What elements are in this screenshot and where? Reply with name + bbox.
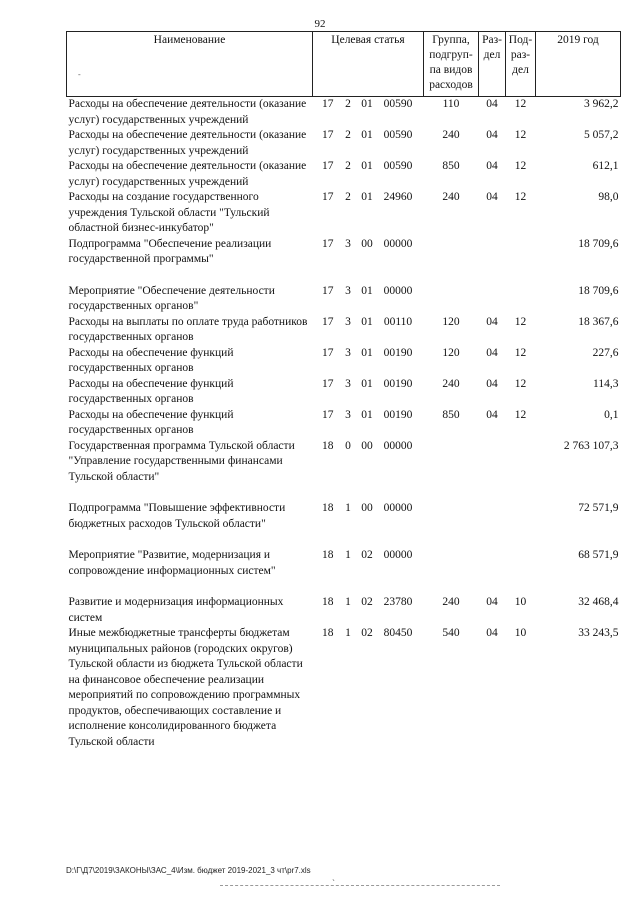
target-code-part: 24960 [383, 191, 413, 203]
row-section [479, 501, 506, 548]
row-section: 04 [486, 377, 498, 390]
row-target [313, 284, 424, 315]
row-amount: 227,6 [592, 346, 619, 359]
target-code-part: 18 [322, 502, 334, 514]
target-code-part: 01 [361, 315, 373, 328]
target-code-part: 2 [345, 129, 351, 141]
table-row [67, 626, 621, 750]
table-row [67, 97, 621, 129]
target-code-part: 01 [361, 408, 373, 421]
header-subsection: Под-раз-дел [506, 32, 536, 97]
target-code [315, 595, 422, 611]
table-row [67, 377, 621, 408]
row-target [313, 237, 424, 284]
target-code-part: 00000 [383, 439, 413, 452]
row-name: Расходы на обеспечение деятельности (оказание услуг) государственных учреждений [68, 160, 307, 188]
target-code [315, 501, 422, 517]
table-row [67, 501, 621, 548]
row-subsection: 12 [514, 315, 527, 328]
row-group [424, 237, 479, 284]
table-row [67, 190, 621, 237]
target-code [315, 190, 422, 206]
row-group [424, 548, 479, 595]
target-code-part: 01 [361, 160, 373, 172]
target-code-part: 01 [361, 377, 373, 390]
target-code-part: 23780 [383, 596, 413, 608]
budget-table [66, 31, 621, 750]
row-subsection: 12 [514, 160, 527, 172]
target-code-part: 17 [322, 284, 334, 297]
row-section: 04 [486, 129, 498, 141]
row-section: 04 [486, 315, 498, 328]
target-code [315, 346, 422, 362]
row-group: 850 [442, 160, 460, 172]
row-section [479, 284, 506, 315]
row-group: 240 [442, 377, 460, 390]
target-code-part: 17 [322, 315, 334, 328]
row-amount: 2 763 107,3 [563, 439, 619, 452]
target-code [315, 315, 422, 331]
target-code-part: 3 [345, 377, 351, 390]
row-name: Иные межбюджетные трансферты бюджетам муниципальных районов (городских округов) Тульской области из бюджета Тульской области на финансовое обеспечение реализации мероприятий по сопровождению программных продуктов, обеспечивающих составление и исполнение консолидированного бюджета Тульской области [68, 627, 303, 748]
table-header-row [67, 32, 621, 97]
row-subsection: 12 [514, 191, 527, 203]
row-amount: 18 709,6 [578, 284, 619, 297]
target-code-part: 17 [322, 237, 334, 250]
row-target [313, 190, 424, 237]
row-group: 240 [442, 129, 460, 141]
row-section [479, 237, 506, 284]
row-name: Мероприятие "Обеспечение деятельности государственных органов" [68, 284, 275, 312]
table-body [67, 97, 621, 751]
target-code [315, 97, 422, 113]
target-code-part: 01 [361, 284, 373, 297]
page-number: 92 [314, 18, 326, 30]
row-amount: 114,3 [593, 377, 619, 390]
target-code-part: 00 [361, 439, 373, 452]
row-group [424, 284, 479, 315]
table-row [67, 408, 621, 439]
row-amount: 18 367,6 [578, 315, 619, 328]
target-code-part: 1 [345, 549, 351, 561]
target-code-part: 00 [361, 502, 373, 514]
target-code-part: 0 [345, 439, 351, 452]
target-code-part: 17 [322, 191, 334, 203]
row-target [313, 626, 424, 750]
row-section: 04 [486, 191, 498, 203]
row-target [313, 439, 424, 502]
target-code-part: 02 [361, 627, 373, 639]
target-code-part: 00190 [383, 346, 413, 359]
row-name: Расходы на создание государственного учреждения Тульской области "Тульский областной бизнес-инкубатор" [68, 191, 270, 234]
table-row [67, 159, 621, 190]
target-code-part: 18 [322, 439, 334, 452]
target-code-part: 3 [345, 237, 351, 250]
target-code-part: 00190 [383, 408, 413, 421]
header-name: Наименование [67, 32, 313, 97]
row-amount: 32 468,4 [578, 596, 619, 608]
row-target [313, 548, 424, 595]
row-amount: 3 962,2 [584, 98, 619, 110]
footer-divider [220, 885, 500, 886]
row-subsection [506, 548, 536, 595]
target-code-part: 00000 [383, 502, 413, 514]
row-target [313, 501, 424, 548]
target-code-part: 17 [322, 377, 334, 390]
row-amount: 98,0 [598, 191, 619, 203]
target-code-part: 17 [322, 129, 334, 141]
row-target [313, 408, 424, 439]
row-group: 240 [442, 191, 460, 203]
row-section: 04 [486, 160, 498, 172]
target-code-part: 17 [322, 98, 334, 110]
target-code-part: 01 [361, 98, 373, 110]
header-target: Целевая статья [313, 32, 424, 97]
row-group: 240 [442, 596, 460, 608]
table-row [67, 439, 621, 502]
row-subsection: 12 [514, 377, 527, 390]
row-group: 540 [442, 627, 460, 639]
row-subsection: 10 [514, 596, 527, 608]
target-code-part: 00590 [383, 98, 413, 110]
target-code-part: 00000 [383, 237, 413, 250]
row-name: Расходы на обеспечение деятельности (оказание услуг) государственных учреждений [68, 98, 307, 126]
row-subsection [506, 237, 536, 284]
scan-mark: - [78, 70, 81, 79]
row-subsection: 12 [514, 129, 527, 141]
target-code-part: 17 [322, 408, 334, 421]
row-section: 04 [486, 596, 498, 608]
header-group: Группа, подгруп-па видов расходов [424, 32, 479, 97]
row-group: 850 [442, 408, 460, 421]
row-group [424, 439, 479, 502]
target-code-part: 3 [345, 284, 351, 297]
target-code-part: 1 [345, 596, 351, 608]
row-name: Подпрограмма "Повышение эффективности бюджетных расходов Тульской области" [68, 502, 286, 530]
row-target [313, 128, 424, 159]
row-name: Расходы на обеспечение функций государственных органов [68, 408, 234, 436]
target-code-part: 17 [322, 346, 334, 359]
row-amount: 18 709,6 [578, 237, 619, 250]
row-target [313, 97, 424, 129]
row-section: 04 [486, 408, 498, 421]
target-code-part: 01 [361, 191, 373, 203]
target-code [315, 128, 422, 144]
table-row [67, 128, 621, 159]
row-amount: 612,1 [592, 160, 619, 172]
target-code-part: 2 [345, 98, 351, 110]
target-code-part: 3 [345, 315, 351, 328]
scan-mark-footer: ` [332, 878, 335, 888]
target-code-part: 00 [361, 237, 373, 250]
row-section: 04 [486, 346, 498, 359]
target-code-part: 3 [345, 408, 351, 421]
header-section: Раз-дел [479, 32, 506, 97]
row-subsection: 12 [514, 346, 527, 359]
row-section [479, 548, 506, 595]
row-target [313, 595, 424, 626]
target-code-part: 00000 [383, 549, 413, 561]
row-subsection: 12 [514, 98, 527, 110]
row-name: Расходы на обеспечение деятельности (оказание услуг) государственных учреждений [68, 129, 307, 157]
row-name: Расходы на выплаты по оплате труда работников государственных органов [68, 315, 308, 343]
target-code-part: 1 [345, 502, 351, 514]
row-group [424, 501, 479, 548]
target-code-part: 3 [345, 346, 351, 359]
target-code-part: 2 [345, 160, 351, 172]
row-target [313, 315, 424, 346]
row-subsection: 12 [514, 408, 527, 421]
target-code [315, 626, 422, 642]
target-code [315, 159, 422, 175]
target-code [315, 237, 422, 253]
row-amount: 0,1 [604, 408, 619, 421]
table-row [67, 237, 621, 284]
row-subsection [506, 284, 536, 315]
target-code [315, 548, 422, 564]
row-amount: 33 243,5 [578, 627, 619, 639]
table-row [67, 315, 621, 346]
target-code-part: 18 [322, 596, 334, 608]
target-code-part: 00190 [383, 377, 413, 390]
target-code-part: 02 [361, 549, 373, 561]
table-row [67, 595, 621, 626]
target-code-part: 00000 [383, 284, 413, 297]
target-code-part: 80450 [383, 627, 413, 639]
row-amount: 68 571,9 [578, 549, 619, 561]
table-row [67, 548, 621, 595]
target-code [315, 284, 422, 300]
row-group: 120 [442, 346, 460, 359]
row-group: 120 [442, 315, 460, 328]
row-name: Подпрограмма "Обеспечение реализации государственной программы" [68, 237, 272, 265]
table-row [67, 346, 621, 377]
row-name: Государственная программа Тульской области "Управление государственными финансами Тульской области" [68, 439, 295, 483]
target-code-part: 01 [361, 346, 373, 359]
target-code-part: 2 [345, 191, 351, 203]
row-section [479, 439, 506, 502]
target-code-part: 00590 [383, 129, 413, 141]
row-target [313, 346, 424, 377]
row-name: Развитие и модернизация информационных систем [68, 596, 284, 624]
target-code-part: 00110 [383, 315, 413, 328]
row-name: Расходы на обеспечение функций государственных органов [68, 377, 234, 405]
target-code-part: 18 [322, 549, 334, 561]
file-path-footer: D:\Г\Д7\2019\ЗАКОНЫ\ЗАС_4\Изм. бюджет 2019-2021_3 чт\pr7.xls [66, 866, 311, 875]
row-subsection [506, 501, 536, 548]
row-amount: 5 057,2 [584, 129, 619, 141]
target-code-part: 02 [361, 596, 373, 608]
row-group: 110 [442, 98, 460, 110]
row-subsection: 10 [514, 627, 527, 639]
row-subsection [506, 439, 536, 502]
header-year: 2019 год [536, 32, 621, 97]
row-target [313, 377, 424, 408]
target-code-part: 1 [345, 627, 351, 639]
target-code [315, 439, 422, 455]
row-section: 04 [486, 627, 498, 639]
target-code-part: 18 [322, 627, 334, 639]
target-code [315, 408, 422, 424]
row-section: 04 [486, 98, 498, 110]
row-name: Мероприятие "Развитие, модернизация и сопровождение информационных систем" [68, 549, 276, 577]
target-code-part: 01 [361, 129, 373, 141]
row-amount: 72 571,9 [578, 502, 619, 514]
row-name: Расходы на обеспечение функций государственных органов [68, 346, 234, 374]
target-code [315, 377, 422, 393]
table-row [67, 284, 621, 315]
target-code-part: 17 [322, 160, 334, 172]
row-target [313, 159, 424, 190]
target-code-part: 00590 [383, 160, 413, 172]
